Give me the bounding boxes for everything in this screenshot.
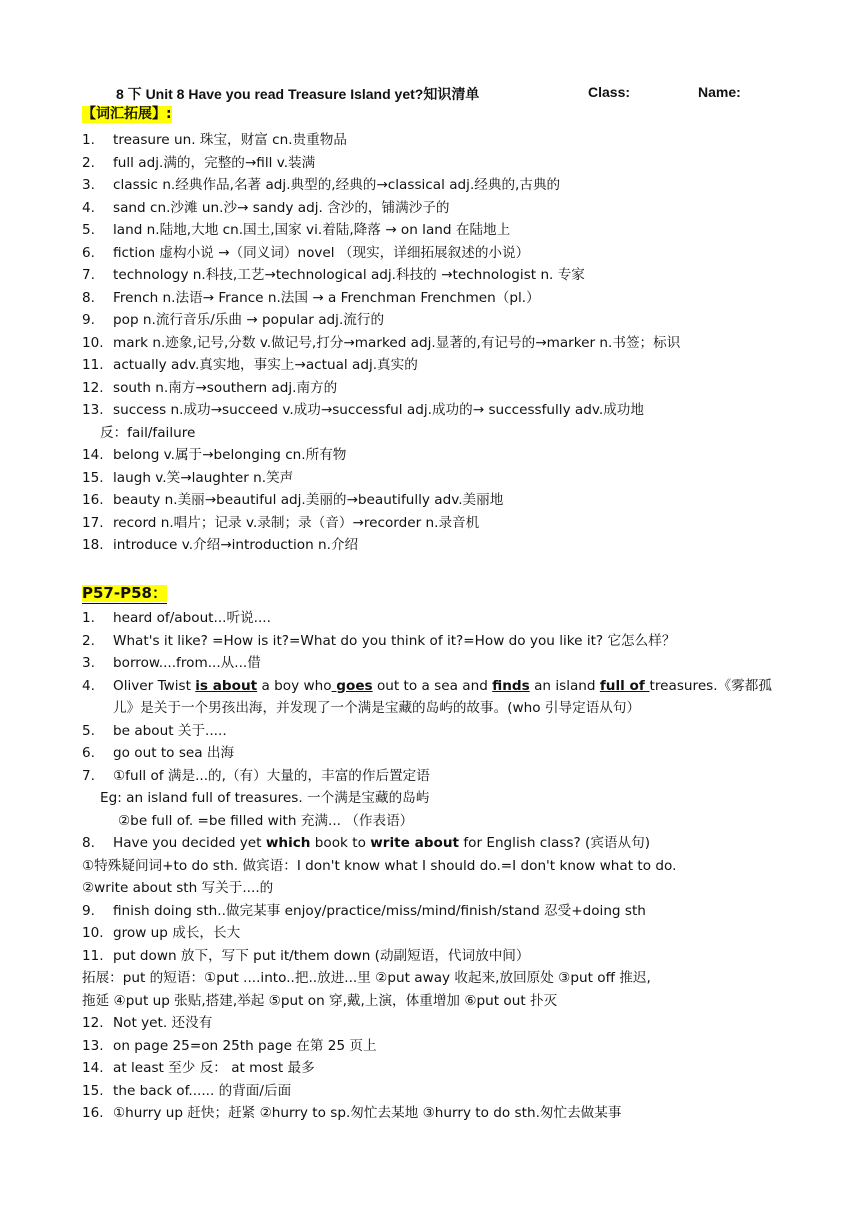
list-item: 14. belong v.属于→belonging cn.所有物 bbox=[82, 447, 347, 463]
document-header bbox=[116, 84, 741, 104]
note-line: ②write about sth 写关于....的 bbox=[82, 880, 274, 896]
list-item: 15. laugh v.笑→laughter n.笑声 bbox=[82, 469, 294, 486]
list-item: 3. borrow....from...从...借 bbox=[82, 655, 261, 671]
list-item: 17. record n.唱片；记录 v.录制；录（音）→recorder n.录音机 bbox=[82, 514, 480, 531]
list-item: 6. go out to sea 出海 bbox=[82, 745, 235, 761]
note-line: 拖延 ④put up 张贴,搭建,举起 ⑤put on 穿,戴,上演，体重增加 ⑥put out 扑灭 bbox=[82, 992, 558, 1009]
list-item: 13. success n.成功→succeed v.成功→successful adj.成功的→ successfully adv.成功地 bbox=[82, 402, 644, 418]
vocabulary-list bbox=[82, 129, 782, 557]
list-item: 9. pop n.流行音乐/乐曲 → popular adj.流行的 bbox=[82, 312, 385, 328]
list-item: 8. French n.法语→ France n.法国 → a Frenchman Frenchmen（pl.） bbox=[82, 289, 540, 306]
list-item: 2. full adj.满的，完整的→fill v.装满 bbox=[82, 154, 316, 171]
example-line: Eg: an island full of treasures. 一个满是宝藏的岛屿 bbox=[100, 790, 430, 806]
list-item: 16. ①hurry up 赶快；赶紧 ②hurry to sp.匆忙去某地 ③hurry to do sth.匆忙去做某事 bbox=[82, 1105, 622, 1121]
list-item-continuation: 儿》是关于一个男孩出海，并发现了一个满是宝藏的岛屿的故事。(who 引导定语从句） bbox=[113, 700, 641, 716]
phrases-list bbox=[82, 607, 782, 1125]
note-line: ①特殊疑问词+to do sth. 做宾语：I don't know what I should do.=I don't know what to do. bbox=[82, 857, 677, 874]
list-item: 14. at least 至少 反： at most 最多 bbox=[82, 1060, 315, 1076]
list-item: 11. put down 放下，写下 put it/them down (动副短语，代词放中间） bbox=[82, 947, 530, 964]
document-title: 8 下 Unit 8 Have you read Treasure Island yet?知识清单 bbox=[116, 86, 480, 102]
list-item: 10. grow up 成长，长大 bbox=[82, 925, 241, 941]
name-label: Name: bbox=[698, 84, 741, 100]
list-item: 8. Have you decided yet which book to write about for English class? (宾语从句) bbox=[82, 835, 651, 851]
vocabulary-heading bbox=[82, 106, 172, 123]
list-item: 1. treasure un. 珠宝，财富 cn.贵重物品 bbox=[82, 132, 347, 148]
list-item: 3. classic n.经典作品,名著 adj.典型的,经典的→classical adj.经典的,古典的 bbox=[82, 177, 561, 193]
list-item: 5. be about 关于..... bbox=[82, 722, 227, 739]
list-item: 6. fiction 虚构小说 →（同义词）novel （现实，详细拓展叙述的小说） bbox=[82, 244, 530, 261]
vocabulary-heading-text: 【词汇拓展】: bbox=[82, 106, 172, 122]
note-line: 拓展：put 的短语：①put ....into..把..放进...里 ②put away 收起来,放回原处 ③put off 推迟, bbox=[82, 970, 651, 986]
list-item: 7. technology n.科技,工艺→technological adj.科技的 →technologist n. 专家 bbox=[82, 267, 585, 283]
list-item: 9. finish doing sth..做完某事 enjoy/practice/miss/mind/finish/stand 忍受+doing sth bbox=[82, 902, 646, 919]
class-label: Class: bbox=[588, 84, 631, 100]
list-item: 1. heard of/about...听说.... bbox=[82, 610, 271, 626]
list-item: 13. on page 25=on 25th page 在第 25 页上 bbox=[82, 1037, 377, 1054]
list-item: 2. What's it like? =How is it?=What do you think of it?=How do you like it? 它怎么样？ bbox=[82, 632, 676, 649]
list-item: 4. sand cn.沙滩 un.沙→ sandy adj. 含沙的，铺满沙子的 bbox=[82, 199, 450, 216]
list-item: 12. south n.南方→southern adj.南方的 bbox=[82, 379, 338, 396]
pages-heading-text: P57-P58： bbox=[82, 584, 167, 602]
list-item: 18. introduce v.介绍→introduction n.介绍 bbox=[82, 537, 359, 553]
list-item: 7. ①full of 满是...的,（有）大量的，丰富的作后置定语 bbox=[82, 767, 430, 784]
list-item: 16. beauty n.美丽→beautiful adj.美丽的→beautifully adv.美丽地 bbox=[82, 492, 504, 508]
list-item: 4. Oliver Twist is about a boy who goes out to a sea and finds an island full of treasures.《雾都孤 bbox=[82, 677, 772, 694]
pages-heading bbox=[82, 584, 167, 604]
list-item-continuation: 反：fail/failure bbox=[100, 424, 196, 441]
list-item: 5. land n.陆地,大地 cn.国土,国家 vi.着陆,降落 → on land 在陆地上 bbox=[82, 222, 511, 238]
list-item: 10. mark n.迹象,记号,分数 v.做记号,打分→marked adj.显著的,有记号的→marker n.书签；标识 bbox=[82, 334, 681, 351]
list-item-continuation: ②be full of. =be filled with 充满... （作表语） bbox=[118, 812, 414, 829]
list-item: 12. Not yet. 还没有 bbox=[82, 1015, 213, 1031]
list-item: 11. actually adv.真实地，事实上→actual adj.真实的 bbox=[82, 357, 418, 373]
list-item: 15. the back of...... 的背面/后面 bbox=[82, 1082, 292, 1099]
